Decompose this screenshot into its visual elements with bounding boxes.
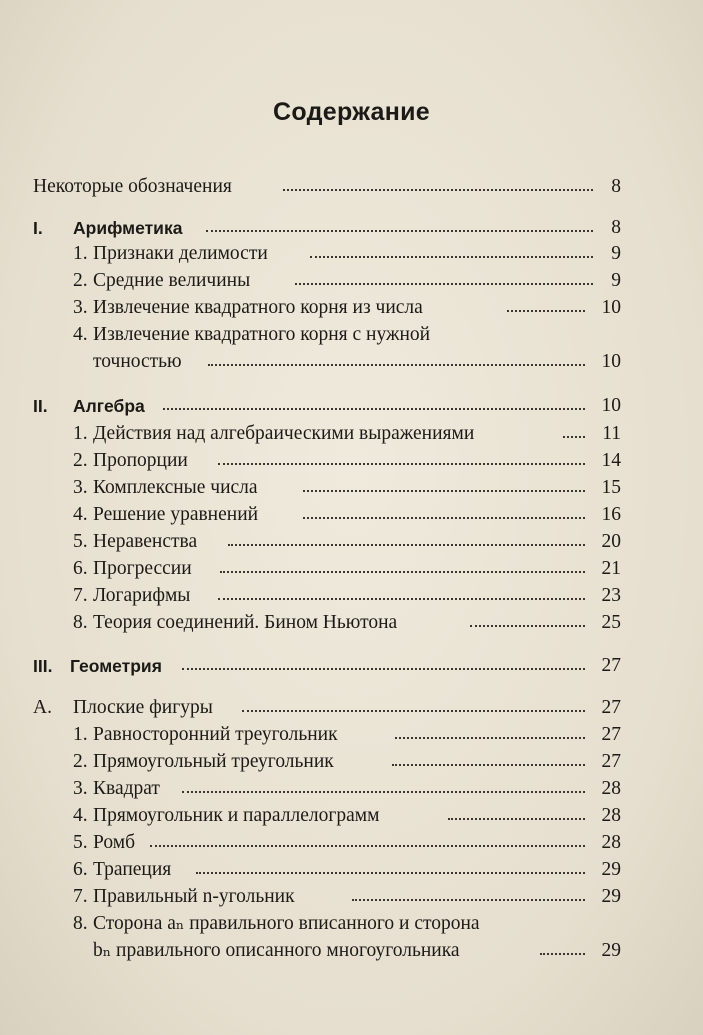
toc-page-number: 14 bbox=[601, 450, 621, 471]
toc-entry[interactable] bbox=[0, 883, 703, 911]
toc-section-geometry[interactable] bbox=[0, 652, 703, 680]
toc-entry-continued[interactable] bbox=[0, 937, 703, 965]
entry-number: 1. bbox=[73, 243, 88, 264]
toc-entry-label: Признаки делимости bbox=[93, 243, 268, 264]
toc-entry[interactable] bbox=[0, 294, 703, 322]
toc-entry-label-continued: точностью bbox=[93, 351, 182, 372]
leader-dots bbox=[218, 463, 585, 465]
section-number: I. bbox=[33, 218, 43, 238]
entry-number: 3. bbox=[73, 477, 88, 498]
entry-number: 5. bbox=[73, 531, 88, 552]
toc-entry-label: Некоторые обозначения bbox=[33, 176, 232, 197]
entry-number: 2. bbox=[73, 270, 88, 291]
toc-page-number: 29 bbox=[601, 859, 621, 880]
leader-dots bbox=[352, 899, 585, 901]
leader-dots bbox=[208, 364, 585, 366]
toc-page-number: 20 bbox=[601, 531, 621, 552]
toc-page-number: 23 bbox=[601, 585, 621, 606]
toc-entry-label: Извлечение квадратного корня с нужной bbox=[93, 324, 431, 345]
leader-dots bbox=[540, 953, 585, 955]
leader-dots bbox=[218, 598, 585, 600]
toc-entry-label: Средние величины bbox=[93, 270, 251, 291]
toc-entry-label: Равносторонний треугольник bbox=[93, 724, 338, 745]
toc-page-number: 29 bbox=[601, 886, 621, 907]
leader-dots bbox=[228, 544, 585, 546]
leader-dots bbox=[283, 189, 593, 191]
leader-dots bbox=[470, 625, 585, 627]
toc-page-number: 8 bbox=[611, 217, 621, 238]
toc-entry[interactable] bbox=[0, 240, 703, 268]
toc-entry[interactable] bbox=[0, 775, 703, 803]
entry-number: 6. bbox=[73, 859, 88, 880]
toc-section-algebra[interactable] bbox=[0, 392, 703, 420]
leader-dots bbox=[295, 283, 593, 285]
toc-page-number: 11 bbox=[602, 423, 621, 444]
entry-number: 8. bbox=[73, 913, 88, 934]
leader-dots bbox=[182, 791, 585, 793]
toc-page-number: 9 bbox=[611, 243, 621, 264]
leader-dots bbox=[310, 256, 593, 258]
entry-number: 1. bbox=[73, 724, 88, 745]
section-number: II. bbox=[33, 396, 48, 416]
toc-page-number: 25 bbox=[601, 612, 621, 633]
toc-entry-label: Действия над алгебраическими выражениями bbox=[93, 423, 475, 444]
toc-page-number: 10 bbox=[601, 395, 621, 416]
subsection-title: Плоские фигуры bbox=[73, 697, 213, 718]
toc-entry[interactable] bbox=[0, 748, 703, 776]
leader-dots bbox=[563, 436, 585, 438]
toc-entry-label: Теория соединений. Бином Ньютона bbox=[93, 612, 398, 633]
leader-dots bbox=[448, 818, 585, 820]
leader-dots bbox=[242, 710, 585, 712]
toc-entry[interactable] bbox=[0, 474, 703, 502]
section-title: Геометрия bbox=[70, 656, 162, 676]
toc-subsection-plane-figures[interactable] bbox=[0, 694, 703, 722]
toc-entry-label-continued: bₙ правильного описанного многоугольника bbox=[93, 940, 460, 961]
section-title: Арифметика bbox=[73, 218, 183, 238]
toc-entry[interactable] bbox=[0, 609, 703, 637]
entry-number: 8. bbox=[73, 612, 88, 633]
toc-entry[interactable] bbox=[0, 528, 703, 556]
toc-entry[interactable] bbox=[0, 829, 703, 857]
leader-dots bbox=[303, 490, 585, 492]
toc-page-number: 27 bbox=[601, 655, 621, 676]
toc-page-number: 27 bbox=[601, 697, 621, 718]
toc-entry-label: Извлечение квадратного корня из числа bbox=[93, 297, 423, 318]
entry-number: 5. bbox=[73, 832, 88, 853]
toc-entry[interactable] bbox=[0, 447, 703, 475]
toc-section-arithmetic[interactable] bbox=[0, 214, 703, 242]
toc-page-number: 27 bbox=[601, 751, 621, 772]
toc-entry[interactable] bbox=[0, 267, 703, 295]
subsection-letter: А. bbox=[33, 697, 52, 718]
toc-entry-intro[interactable] bbox=[0, 173, 703, 201]
toc-entry-label: Прямоугольник и параллелограмм bbox=[93, 805, 380, 826]
toc-entry-label: Пропорции bbox=[93, 450, 188, 471]
toc-page-number: 10 bbox=[601, 297, 621, 318]
leader-dots bbox=[163, 408, 585, 410]
leader-dots bbox=[206, 230, 593, 232]
toc-page-number: 9 bbox=[611, 270, 621, 291]
toc-entry[interactable] bbox=[0, 910, 703, 938]
toc-entry-label: Неравенства bbox=[93, 531, 198, 552]
toc-page-number: 21 bbox=[601, 558, 621, 579]
toc-page-number: 8 bbox=[611, 176, 621, 197]
entry-number: 6. bbox=[73, 558, 88, 579]
leader-dots bbox=[220, 571, 585, 573]
section-title: Алгебра bbox=[73, 396, 145, 416]
toc-page-number: 28 bbox=[601, 805, 621, 826]
toc-entry-label: Прогрессии bbox=[93, 558, 192, 579]
toc-entry[interactable] bbox=[0, 501, 703, 529]
toc-page-number: 29 bbox=[601, 940, 621, 961]
leader-dots bbox=[303, 517, 585, 519]
toc-entry-label: Логарифмы bbox=[93, 585, 191, 606]
leader-dots bbox=[392, 764, 585, 766]
entry-number: 7. bbox=[73, 886, 88, 907]
toc-page-number: 10 bbox=[601, 351, 621, 372]
toc-entry-label: Комплексные числа bbox=[93, 477, 258, 498]
entry-number: 4. bbox=[73, 805, 88, 826]
leader-dots bbox=[182, 668, 585, 670]
toc-page-number: 15 bbox=[601, 477, 621, 498]
entry-number: 1. bbox=[73, 423, 88, 444]
toc-entry-label: Трапеция bbox=[93, 859, 172, 880]
entry-number: 7. bbox=[73, 585, 88, 606]
toc-entry[interactable] bbox=[0, 721, 703, 749]
entry-number: 3. bbox=[73, 778, 88, 799]
leader-dots bbox=[196, 872, 585, 874]
toc-entry[interactable] bbox=[0, 802, 703, 830]
toc-page-number: 16 bbox=[601, 504, 621, 525]
toc-entry-label: Правильный n-угольник bbox=[93, 886, 295, 907]
toc-page-number: 28 bbox=[601, 832, 621, 853]
entry-number: 2. bbox=[73, 450, 88, 471]
toc-entry-continued[interactable] bbox=[0, 348, 703, 376]
toc-page-number: 28 bbox=[601, 778, 621, 799]
leader-dots bbox=[507, 310, 585, 312]
toc-entry[interactable] bbox=[0, 856, 703, 884]
entry-number: 4. bbox=[73, 504, 88, 525]
toc-entry-label: Ромб bbox=[93, 832, 135, 853]
toc-entry[interactable] bbox=[0, 420, 703, 448]
entry-number: 4. bbox=[73, 324, 88, 345]
entry-number: 2. bbox=[73, 751, 88, 772]
toc-entry[interactable] bbox=[0, 321, 703, 349]
section-number: III. bbox=[33, 656, 53, 676]
toc-entry[interactable] bbox=[0, 555, 703, 583]
entry-number: 3. bbox=[73, 297, 88, 318]
toc-entry-label: Прямоугольный треугольник bbox=[93, 751, 334, 772]
leader-dots bbox=[150, 845, 585, 847]
leader-dots bbox=[395, 737, 585, 739]
toc-page-number: 27 bbox=[601, 724, 621, 745]
toc-entry[interactable] bbox=[0, 582, 703, 610]
page-title: Содержание bbox=[272, 98, 431, 126]
toc-entry-label: Сторона aₙ правильного вписанного и сторона bbox=[93, 913, 480, 934]
toc-entry-label: Решение уравнений bbox=[93, 504, 259, 525]
toc-entry-label: Квадрат bbox=[93, 778, 160, 799]
